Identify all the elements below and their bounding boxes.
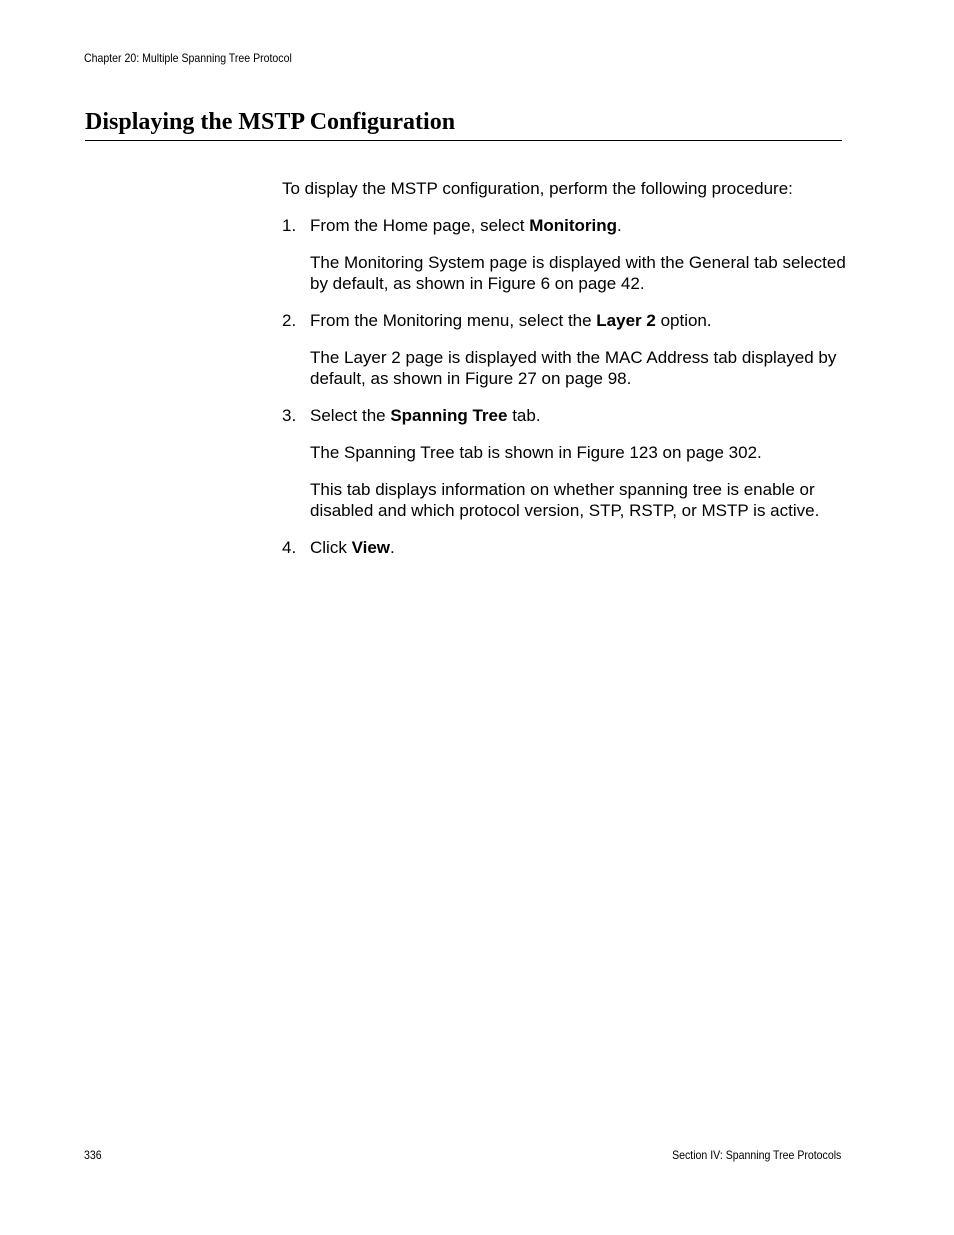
step-1 xyxy=(282,215,852,294)
step-number: 4. xyxy=(282,538,297,557)
step-number: 1. xyxy=(282,216,297,235)
step-instruction: From the Home page, select Monitoring. xyxy=(310,216,622,235)
ui-term: Monitoring xyxy=(529,216,618,235)
step-instruction: From the Monitoring menu, select the Layer 2 option. xyxy=(310,311,712,330)
step-2 xyxy=(282,310,852,389)
step-note: The Monitoring System page is displayed with the General tab selected by default, as shown in Figure 6 on page 42. xyxy=(310,253,846,293)
step-3 xyxy=(282,405,852,521)
ui-term: Spanning Tree xyxy=(390,406,508,425)
step-number: 3. xyxy=(282,406,297,425)
step-note: The Spanning Tree tab is shown in Figure 123 on page 302. xyxy=(310,443,762,462)
step-instruction: Click View. xyxy=(310,538,395,557)
step-note: The Layer 2 page is displayed with the MAC Address tab displayed by default, as shown in Figure 27 on page 98. xyxy=(310,348,837,388)
step-note: This tab displays information on whether spanning tree is enable or disabled and which protocol version, STP, RSTP, or MSTP is active. xyxy=(310,480,820,520)
title-rule xyxy=(85,140,842,141)
section-title: Displaying the MSTP Configuration xyxy=(85,109,456,135)
step-number: 2. xyxy=(282,311,297,330)
page-number: 336 xyxy=(84,1148,102,1162)
intro-paragraph: To display the MSTP configuration, perform the following procedure: xyxy=(282,179,793,198)
running-footer: Section IV: Spanning Tree Protocols xyxy=(671,1148,841,1162)
running-header: Chapter 20: Multiple Spanning Tree Protocol xyxy=(84,51,292,65)
step-instruction: Select the Spanning Tree tab. xyxy=(310,406,541,425)
ui-term: View xyxy=(351,538,390,557)
body-text xyxy=(282,178,852,574)
ui-term: Layer 2 xyxy=(596,311,656,330)
step-4 xyxy=(282,537,852,558)
procedure-steps xyxy=(282,215,852,558)
